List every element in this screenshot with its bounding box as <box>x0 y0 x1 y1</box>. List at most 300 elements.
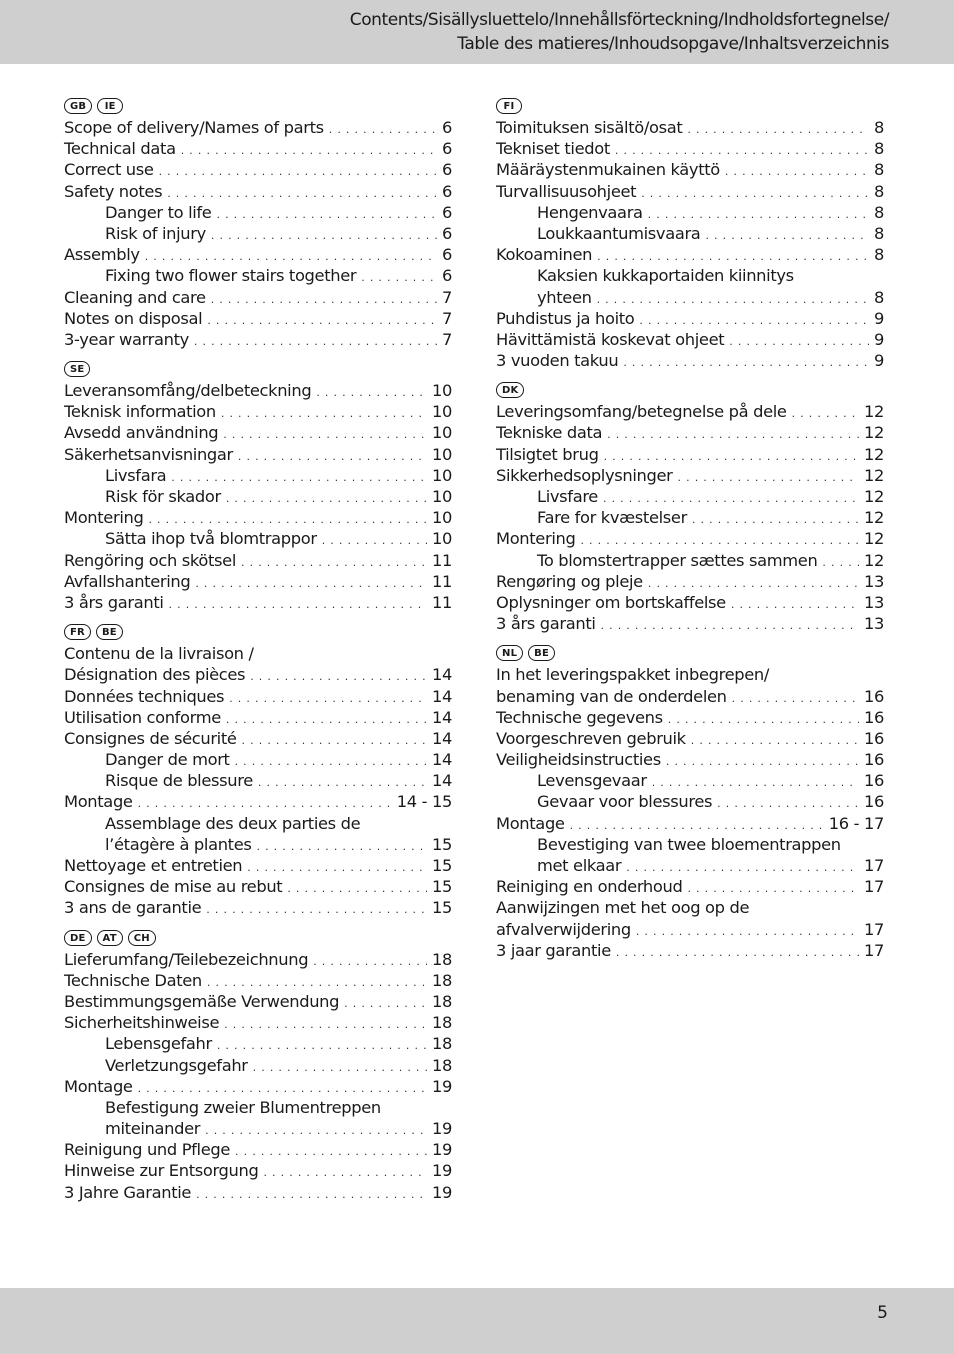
toc-entry-page: 12 <box>863 402 884 422</box>
toc-entry-page: 12 <box>863 444 884 464</box>
dot-leader <box>626 857 859 878</box>
dot-leader <box>822 552 859 573</box>
toc-entry-title: Levensgevaar <box>537 771 647 791</box>
toc-entry[interactable] <box>496 401 884 422</box>
dot-leader <box>145 246 437 267</box>
toc-entry-page: 8 <box>873 118 884 137</box>
toc-entry-title: Sikkerhedsoplysninger <box>496 465 673 485</box>
toc-entry[interactable] <box>496 223 884 244</box>
toc-entry-page: 18 <box>431 1013 452 1033</box>
toc-entry-page: 17 <box>863 877 884 897</box>
dot-leader <box>226 488 427 509</box>
toc-entry[interactable] <box>496 265 884 286</box>
toc-entry-page: 19 <box>431 1182 452 1202</box>
toc-entry-page: 14 <box>431 686 452 706</box>
toc-entry-title: Leveransomfång/delbeteckning <box>64 381 312 401</box>
toc-entry-page: 8 <box>873 245 884 265</box>
toc-entry-title: Tilsigtet brug <box>496 444 599 464</box>
toc-entry[interactable] <box>64 507 452 528</box>
country-badge-gb: GB <box>64 98 92 114</box>
toc-entry[interactable] <box>64 664 452 685</box>
toc-entry[interactable] <box>64 834 452 855</box>
toc-entry[interactable] <box>64 528 452 549</box>
toc-entry-title: To blomstertrapper sættes sammen <box>537 550 818 570</box>
toc-entry[interactable] <box>496 486 884 507</box>
toc-entry-title: Scope of delivery/Names of parts <box>64 118 324 137</box>
country-badge-dk: DK <box>496 382 524 398</box>
toc-entry[interactable] <box>64 287 452 308</box>
dot-leader <box>687 119 869 140</box>
toc-entry[interactable] <box>496 507 884 528</box>
toc-entry[interactable] <box>496 202 884 223</box>
toc-entry-page: 8 <box>873 223 884 243</box>
toc-entry-page: 16 <box>863 750 884 770</box>
toc-entry-page: 8 <box>873 160 884 180</box>
dot-leader <box>263 1162 427 1183</box>
dot-leader <box>207 310 437 331</box>
toc-entry-title: 3-year warranty <box>64 329 189 349</box>
toc-entry-title: Hävittämistä koskevat ohjeet <box>496 329 725 349</box>
country-badge-fr: FR <box>64 624 91 640</box>
toc-entry-title: Avsedd användning <box>64 423 219 443</box>
toc-entry[interactable] <box>64 1139 452 1160</box>
toc-entry-title: Avfallshantering <box>64 571 191 591</box>
dot-leader <box>242 730 427 751</box>
toc-entry-title: Fixing two flower stairs together <box>105 266 357 286</box>
toc-entry-page: 16 <box>863 771 884 791</box>
toc-entry-title: Hengenvaara <box>537 202 643 222</box>
toc-entry-title: Tekniske data <box>496 423 603 443</box>
toc-entry-title: Verletzungsgefahr <box>105 1055 248 1075</box>
toc-entry[interactable] <box>496 813 884 834</box>
toc-entry-page: 16 <box>863 686 884 706</box>
toc-entry-title: Oplysninger om bortskaffelse <box>496 592 726 612</box>
toc-entry-title: Bevestiging van twee bloementrappen <box>537 834 841 854</box>
toc-entry-page: 15 <box>431 856 452 875</box>
toc-entry[interactable] <box>496 613 884 634</box>
toc-entry[interactable] <box>496 876 884 897</box>
toc-entry-title: Technical data <box>64 139 176 159</box>
toc-entry-title: Reinigung und Pflege <box>64 1140 231 1160</box>
dot-leader <box>169 594 427 615</box>
toc-entry-page: 7 <box>441 287 452 307</box>
toc-entry[interactable] <box>64 465 452 486</box>
toc-entry-page: 12 <box>863 465 884 485</box>
toc-entry-title: Tekniset tiedot <box>496 139 610 159</box>
toc-entry[interactable] <box>496 571 884 592</box>
toc-entry-title: Kaksien kukkaportaiden kiinnitys <box>537 266 794 286</box>
toc-entry-title: Montering <box>496 529 576 549</box>
toc-entry[interactable] <box>496 138 884 159</box>
country-badges <box>64 358 452 380</box>
dot-leader <box>224 1014 427 1035</box>
dot-leader <box>241 552 427 573</box>
toc-entry-page: 17 <box>863 856 884 875</box>
dot-leader <box>652 772 859 793</box>
toc-entry-page: 8 <box>873 287 884 307</box>
header-title-line-2: Table des matieres/Inhoudsopgave/Inhaltsverzeichnis <box>457 34 889 54</box>
dot-leader <box>648 204 869 225</box>
toc-entry-title: Risk för skador <box>105 487 221 506</box>
country-badges <box>496 379 884 401</box>
toc-entry[interactable] <box>64 1012 452 1033</box>
toc-entry-page: 7 <box>441 308 452 328</box>
dot-leader <box>238 446 427 467</box>
toc-entry[interactable] <box>496 181 884 202</box>
toc-entry-page: 13 <box>863 592 884 612</box>
dot-leader <box>221 403 427 424</box>
toc-entry-title: 3 års garanti <box>64 592 164 612</box>
toc-entry-page: 11 <box>431 592 452 612</box>
toc-entry[interactable] <box>64 159 452 180</box>
toc-entry-title: Livsfara <box>105 465 167 485</box>
toc-entry-page: 13 <box>863 571 884 591</box>
dot-leader <box>732 688 859 709</box>
toc-entry[interactable] <box>496 329 884 350</box>
toc-entry-title: Voorgeschreven gebruik <box>496 728 686 748</box>
toc-entry-title: Sicherheitshinweise <box>64 1013 220 1033</box>
toc-entry-page: 14 <box>431 728 452 748</box>
toc-entry[interactable] <box>64 1097 452 1118</box>
toc-entry[interactable] <box>64 117 452 138</box>
dot-leader <box>616 942 859 963</box>
dot-leader <box>223 424 427 445</box>
toc-entry[interactable] <box>64 550 452 571</box>
dot-leader <box>725 161 869 182</box>
toc-entry-page: 15 <box>431 877 452 897</box>
dot-leader <box>207 972 427 993</box>
toc-entry-page: 15 <box>431 898 452 918</box>
toc-entry[interactable] <box>64 770 452 791</box>
dot-leader <box>258 772 427 793</box>
toc-entry-page: 19 <box>431 1119 452 1139</box>
toc-entry-page: 6 <box>441 223 452 243</box>
dot-leader <box>217 1035 427 1056</box>
toc-entry-title: Consignes de mise au rebut <box>64 877 283 897</box>
toc-entry[interactable] <box>64 1055 452 1076</box>
dot-leader <box>226 709 427 730</box>
toc-entry[interactable] <box>496 444 884 465</box>
toc-entry-title: Rengøring og pleje <box>496 571 643 591</box>
toc-right-column <box>496 95 884 969</box>
toc-entry[interactable] <box>64 749 452 770</box>
toc-entry[interactable] <box>64 571 452 592</box>
toc-entry-page: 18 <box>431 949 452 969</box>
toc-entry-page: 18 <box>431 1034 452 1054</box>
toc-entry-title: Kokoaminen <box>496 245 593 265</box>
toc-entry-page: 10 <box>431 381 452 401</box>
toc-entry-title: 3 års garanti <box>496 614 596 634</box>
toc-entry[interactable] <box>64 876 452 897</box>
dot-leader <box>731 594 859 615</box>
toc-entry[interactable] <box>64 970 452 991</box>
toc-entry-page: 13 <box>863 614 884 634</box>
toc-entry[interactable] <box>64 1118 452 1139</box>
toc-section-gb-ie <box>64 95 452 350</box>
toc-entry-page: 10 <box>431 402 452 422</box>
toc-entry-page: 15 <box>431 834 452 854</box>
dot-leader <box>604 446 859 467</box>
toc-entry-title: miteinander <box>105 1119 201 1139</box>
dot-leader <box>648 573 859 594</box>
toc-entry[interactable] <box>64 422 452 443</box>
country-badge-ch: CH <box>128 930 156 946</box>
toc-entry[interactable] <box>496 308 884 329</box>
toc-entry[interactable] <box>496 592 884 613</box>
toc-entry-title: 3 Jahre Garantie <box>64 1182 192 1202</box>
dot-leader <box>316 382 427 403</box>
toc-entry[interactable] <box>496 770 884 791</box>
toc-entry-page: 12 <box>863 550 884 570</box>
toc-entry[interactable] <box>64 707 452 728</box>
toc-entry-page: 6 <box>441 160 452 180</box>
toc-entry-title: Consignes de sécurité <box>64 728 237 748</box>
toc-entry[interactable] <box>496 728 884 749</box>
toc-entry[interactable] <box>64 244 452 265</box>
dot-leader <box>597 289 869 310</box>
toc-entry[interactable] <box>496 791 884 812</box>
toc-entry-title: Correct use <box>64 160 154 180</box>
toc-entry-title: Sätta ihop två blomtrappor <box>105 529 317 549</box>
toc-entry-title: Bestimmungsgemäße Verwendung <box>64 991 340 1011</box>
toc-entry-page: 17 <box>863 940 884 960</box>
dot-leader <box>705 225 869 246</box>
toc-entry-title: Données techniques <box>64 686 225 706</box>
toc-entry-title: Assembly <box>64 245 140 265</box>
toc-entry[interactable] <box>496 855 884 876</box>
toc-entry[interactable] <box>496 664 884 685</box>
toc-entry[interactable] <box>496 350 884 371</box>
toc-entry[interactable] <box>64 1182 452 1203</box>
toc-entry-title: Rengöring och skötsel <box>64 550 237 570</box>
toc-entry[interactable] <box>64 138 452 159</box>
toc-entry[interactable] <box>496 897 884 918</box>
toc-entry-page: 16 <box>863 728 884 748</box>
toc-entry-title: Reiniging en onderhoud <box>496 877 683 897</box>
toc-entry[interactable] <box>496 834 884 855</box>
toc-entry-page: 6 <box>441 139 452 159</box>
toc-entry[interactable] <box>64 444 452 465</box>
toc-entry[interactable] <box>496 749 884 770</box>
dot-leader <box>253 1057 427 1078</box>
toc-entry-page: 10 <box>431 508 452 528</box>
toc-left-column <box>64 95 452 1211</box>
toc-entry-title: Hinweise zur Entsorgung <box>64 1161 259 1181</box>
dot-leader <box>717 793 859 814</box>
country-badges <box>64 95 452 117</box>
toc-entry-page: 8 <box>873 181 884 201</box>
toc-entry[interactable] <box>64 686 452 707</box>
country-badge-ie: IE <box>97 98 123 114</box>
toc-entry-page: 12 <box>863 529 884 549</box>
toc-entry[interactable] <box>64 223 452 244</box>
toc-entry[interactable] <box>64 991 452 1012</box>
toc-entry-title: Leveringsomfang/betegnelse på dele <box>496 402 787 422</box>
dot-leader <box>171 467 427 488</box>
toc-entry-page: 6 <box>441 245 452 265</box>
dot-leader <box>235 1141 427 1162</box>
toc-entry-title: Määräystenmukainen käyttö <box>496 160 720 180</box>
country-badges <box>496 642 884 664</box>
toc-entry[interactable] <box>64 1076 452 1097</box>
toc-entry-page: 19 <box>431 1076 452 1096</box>
toc-entry[interactable] <box>496 159 884 180</box>
toc-entry[interactable] <box>496 117 884 138</box>
toc-entry-title: Aanwijzingen met het oog op de <box>496 898 750 918</box>
toc-entry[interactable] <box>64 813 452 834</box>
toc-entry[interactable] <box>64 643 452 664</box>
toc-entry-page: 16 <box>863 707 884 727</box>
toc-entry-title: Notes on disposal <box>64 308 203 328</box>
dot-leader <box>167 183 437 204</box>
country-badges <box>64 621 452 643</box>
toc-entry-title: Technische Daten <box>64 970 202 990</box>
toc-entry[interactable] <box>496 919 884 940</box>
toc-entry[interactable] <box>496 707 884 728</box>
toc-entry-title: Montage <box>496 813 565 833</box>
country-badge-nl: NL <box>496 645 523 661</box>
toc-entry[interactable] <box>64 791 452 812</box>
toc-entry[interactable] <box>496 244 884 265</box>
country-badge-de: DE <box>64 930 92 946</box>
country-badge-be: BE <box>96 624 123 640</box>
dot-leader <box>615 140 869 161</box>
toc-entry-page: 10 <box>431 529 452 549</box>
toc-section-dk <box>496 379 884 634</box>
toc-entry[interactable] <box>64 486 452 507</box>
toc-entry-title: l’étagère à plantes <box>105 834 252 854</box>
dot-leader <box>666 751 859 772</box>
toc-entry-page: 8 <box>873 202 884 222</box>
toc-entry-title: met elkaar <box>537 856 622 875</box>
toc-entry-title: 3 vuoden takuu <box>496 351 619 371</box>
toc-entry-title: Contenu de la livraison / <box>64 644 254 664</box>
toc-entry[interactable] <box>64 1033 452 1054</box>
dot-leader <box>603 488 859 509</box>
toc-entry-title: Säkerhetsanvisningar <box>64 444 233 464</box>
dot-leader <box>205 1120 427 1141</box>
toc-entry[interactable] <box>496 528 884 549</box>
page-header <box>0 0 954 64</box>
dot-leader <box>159 161 437 182</box>
dot-leader <box>235 751 427 772</box>
toc-entry[interactable] <box>496 686 884 707</box>
toc-entry[interactable] <box>496 550 884 571</box>
dot-leader <box>257 836 427 857</box>
toc-entry-title: 3 jaar garantie <box>496 940 611 960</box>
dot-leader <box>641 183 869 204</box>
dot-leader <box>196 1184 427 1205</box>
toc-entry[interactable] <box>64 401 452 422</box>
dot-leader <box>250 666 427 687</box>
dot-leader <box>636 921 859 942</box>
country-badges <box>496 95 884 117</box>
dot-leader <box>580 530 859 551</box>
toc-entry[interactable] <box>496 940 884 961</box>
toc-entry[interactable] <box>64 265 452 286</box>
toc-entry[interactable] <box>64 855 452 876</box>
dot-leader <box>607 424 859 445</box>
dot-leader <box>729 331 869 352</box>
toc-entry-title: benaming van de onderdelen <box>496 686 727 706</box>
country-badge-be: BE <box>528 645 555 661</box>
toc-entry-page: 16 <box>863 792 884 812</box>
dot-leader <box>195 573 427 594</box>
toc-entry-page: 10 <box>431 423 452 443</box>
toc-entry-page: 9 <box>873 329 884 349</box>
toc-entry-title: In het leveringspakket inbegrepen/ <box>496 665 770 685</box>
toc-entry-title: Teknisk information <box>64 402 216 422</box>
toc-entry-page: 7 <box>441 329 452 349</box>
toc-entry[interactable] <box>64 949 452 970</box>
toc-entry[interactable] <box>496 422 884 443</box>
dot-leader <box>206 899 427 920</box>
toc-entry[interactable] <box>64 202 452 223</box>
toc-entry[interactable] <box>64 380 452 401</box>
toc-entry-title: Danger de mort <box>105 750 230 770</box>
toc-entry-page: 14 <box>431 771 452 791</box>
toc-entry-title: Utilisation conforme <box>64 707 221 727</box>
country-badges <box>64 927 452 949</box>
toc-entry-title: Désignation des pièces <box>64 665 246 685</box>
toc-entry-page: 14 <box>431 665 452 685</box>
toc-entry[interactable] <box>64 728 452 749</box>
toc-entry-title: Montage <box>64 792 133 812</box>
toc-entry-page: 8 <box>873 139 884 159</box>
toc-entry-title: Danger to life <box>105 202 212 222</box>
dot-leader <box>344 993 427 1014</box>
toc-entry[interactable] <box>64 897 452 918</box>
toc-entry-page: 10 <box>431 444 452 464</box>
toc-entry-page: 9 <box>873 351 884 371</box>
dot-leader <box>322 530 427 551</box>
toc-entry[interactable] <box>496 465 884 486</box>
toc-entry[interactable] <box>496 287 884 308</box>
toc-entry-title: Befestigung zweier Blumentreppen <box>105 1097 381 1117</box>
toc-section-nl-be <box>496 642 884 961</box>
dot-leader <box>329 119 437 140</box>
toc-entry-title: Loukkaantumisvaara <box>537 223 701 243</box>
toc-entry-title: Technische gegevens <box>496 707 663 727</box>
toc-entry-title: Montering <box>64 508 144 528</box>
toc-entry-page: 17 <box>863 919 884 939</box>
dot-leader <box>247 857 427 878</box>
toc-entry[interactable] <box>64 308 452 329</box>
page-footer <box>0 1288 954 1354</box>
dot-leader <box>691 730 859 751</box>
toc-entry[interactable] <box>64 181 452 202</box>
toc-entry-title: Puhdistus ja hoito <box>496 308 635 328</box>
dot-leader <box>287 878 427 899</box>
country-badge-at: AT <box>97 930 123 946</box>
toc-entry[interactable] <box>64 1160 452 1181</box>
toc-entry-page: 19 <box>431 1140 452 1160</box>
toc-entry-page: 9 <box>873 308 884 328</box>
dot-leader <box>639 310 869 331</box>
toc-entry-page: 6 <box>441 118 452 137</box>
dot-leader <box>623 352 869 373</box>
toc-entry-page: 6 <box>441 202 452 222</box>
toc-entry-page: 6 <box>441 181 452 201</box>
toc-entry-title: Lebensgefahr <box>105 1034 212 1054</box>
toc-entry[interactable] <box>64 329 452 350</box>
toc-entry[interactable] <box>64 592 452 613</box>
dot-leader <box>181 140 437 161</box>
toc-entry-title: Toimituksen sisältö/osat <box>496 118 683 137</box>
toc-entry-title: Risque de blessure <box>105 771 253 791</box>
toc-entry-title: Gevaar voor blessures <box>537 792 713 812</box>
dot-leader <box>678 467 859 488</box>
